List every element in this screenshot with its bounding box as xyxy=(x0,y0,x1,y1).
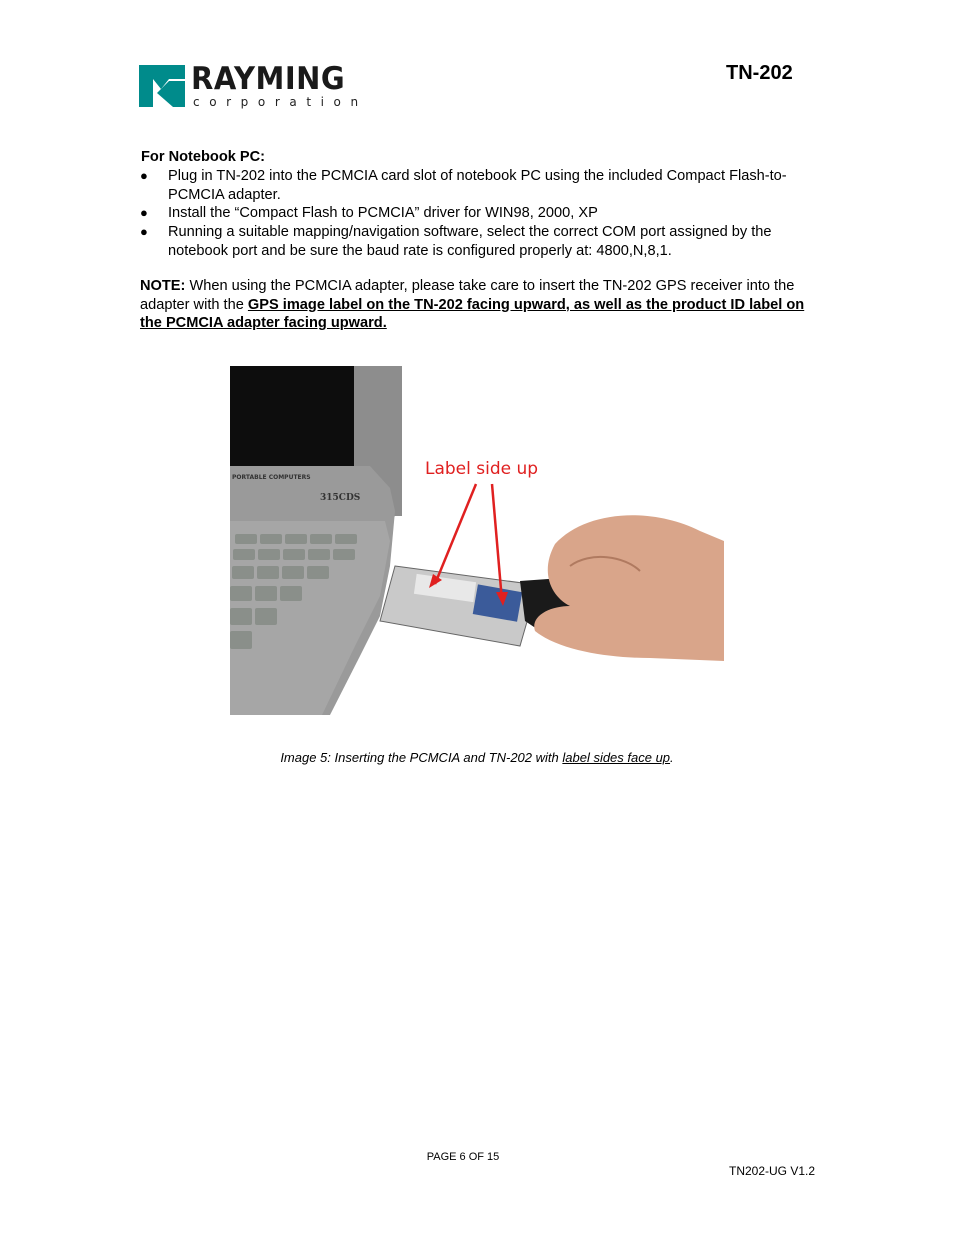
caption-emphasis: label sides face up xyxy=(562,750,671,765)
section-heading: For Notebook PC: xyxy=(141,149,266,165)
caption-prefix: Image 5: Inserting the PCMCIA and TN-202 with xyxy=(280,750,563,765)
list-item xyxy=(168,223,772,260)
note-text: When using the PCMCIA adapter, please take care to insert the TN-202 GPS receiver into the xyxy=(185,278,795,294)
figure-caption xyxy=(0,750,954,765)
insertion-photo xyxy=(230,366,724,715)
logo-wordmark: RAYMING xyxy=(191,60,346,97)
caption-suffix: . xyxy=(670,750,674,765)
list-item-line: Install the “Compact Flash to PCMCIA” driver for WIN98, 2000, XP xyxy=(168,205,598,221)
note-line xyxy=(140,277,804,296)
note-line xyxy=(140,314,804,333)
list-item xyxy=(168,167,787,204)
list-item xyxy=(168,204,598,223)
list-item-line: notebook port and be sure the baud rate is configured properly at: 4800,N,8,1. xyxy=(168,242,672,259)
document-title: TN-202 xyxy=(726,62,793,84)
bullet-icon: ● xyxy=(140,205,148,220)
list-item-line: PCMCIA adapter. xyxy=(168,186,281,203)
note-paragraph xyxy=(140,277,804,333)
note-text: adapter with the xyxy=(140,296,248,313)
document-version: TN202-UG V1.2 xyxy=(729,1164,816,1178)
note-emphasis: the PCMCIA adapter facing upward. xyxy=(140,315,387,331)
note-emphasis: GPS image label on the TN-202 facing upward, as well as the product ID label on xyxy=(247,296,805,313)
laptop-brand-text: PORTABLE COMPUTERS xyxy=(232,474,311,481)
rayming-logo-icon xyxy=(139,65,185,107)
bullet-icon: ● xyxy=(140,168,148,183)
logo-subtitle: corporation xyxy=(193,95,368,109)
note-line xyxy=(140,296,804,315)
list-item-line: Plug in TN-202 into the PCMCIA card slot of notebook PC using the included Compact Flash-to- xyxy=(168,168,787,184)
laptop-model-text: 315CDS xyxy=(320,493,361,503)
page-number: PAGE 6 OF 15 xyxy=(426,1151,500,1163)
bullet-icon: ● xyxy=(140,224,148,239)
company-logo xyxy=(139,60,369,111)
annotation-label: Label side up xyxy=(425,459,539,479)
note-label: NOTE: xyxy=(140,278,186,294)
list-item-line: Running a suitable mapping/navigation software, select the correct COM port assigned by the xyxy=(168,224,772,240)
